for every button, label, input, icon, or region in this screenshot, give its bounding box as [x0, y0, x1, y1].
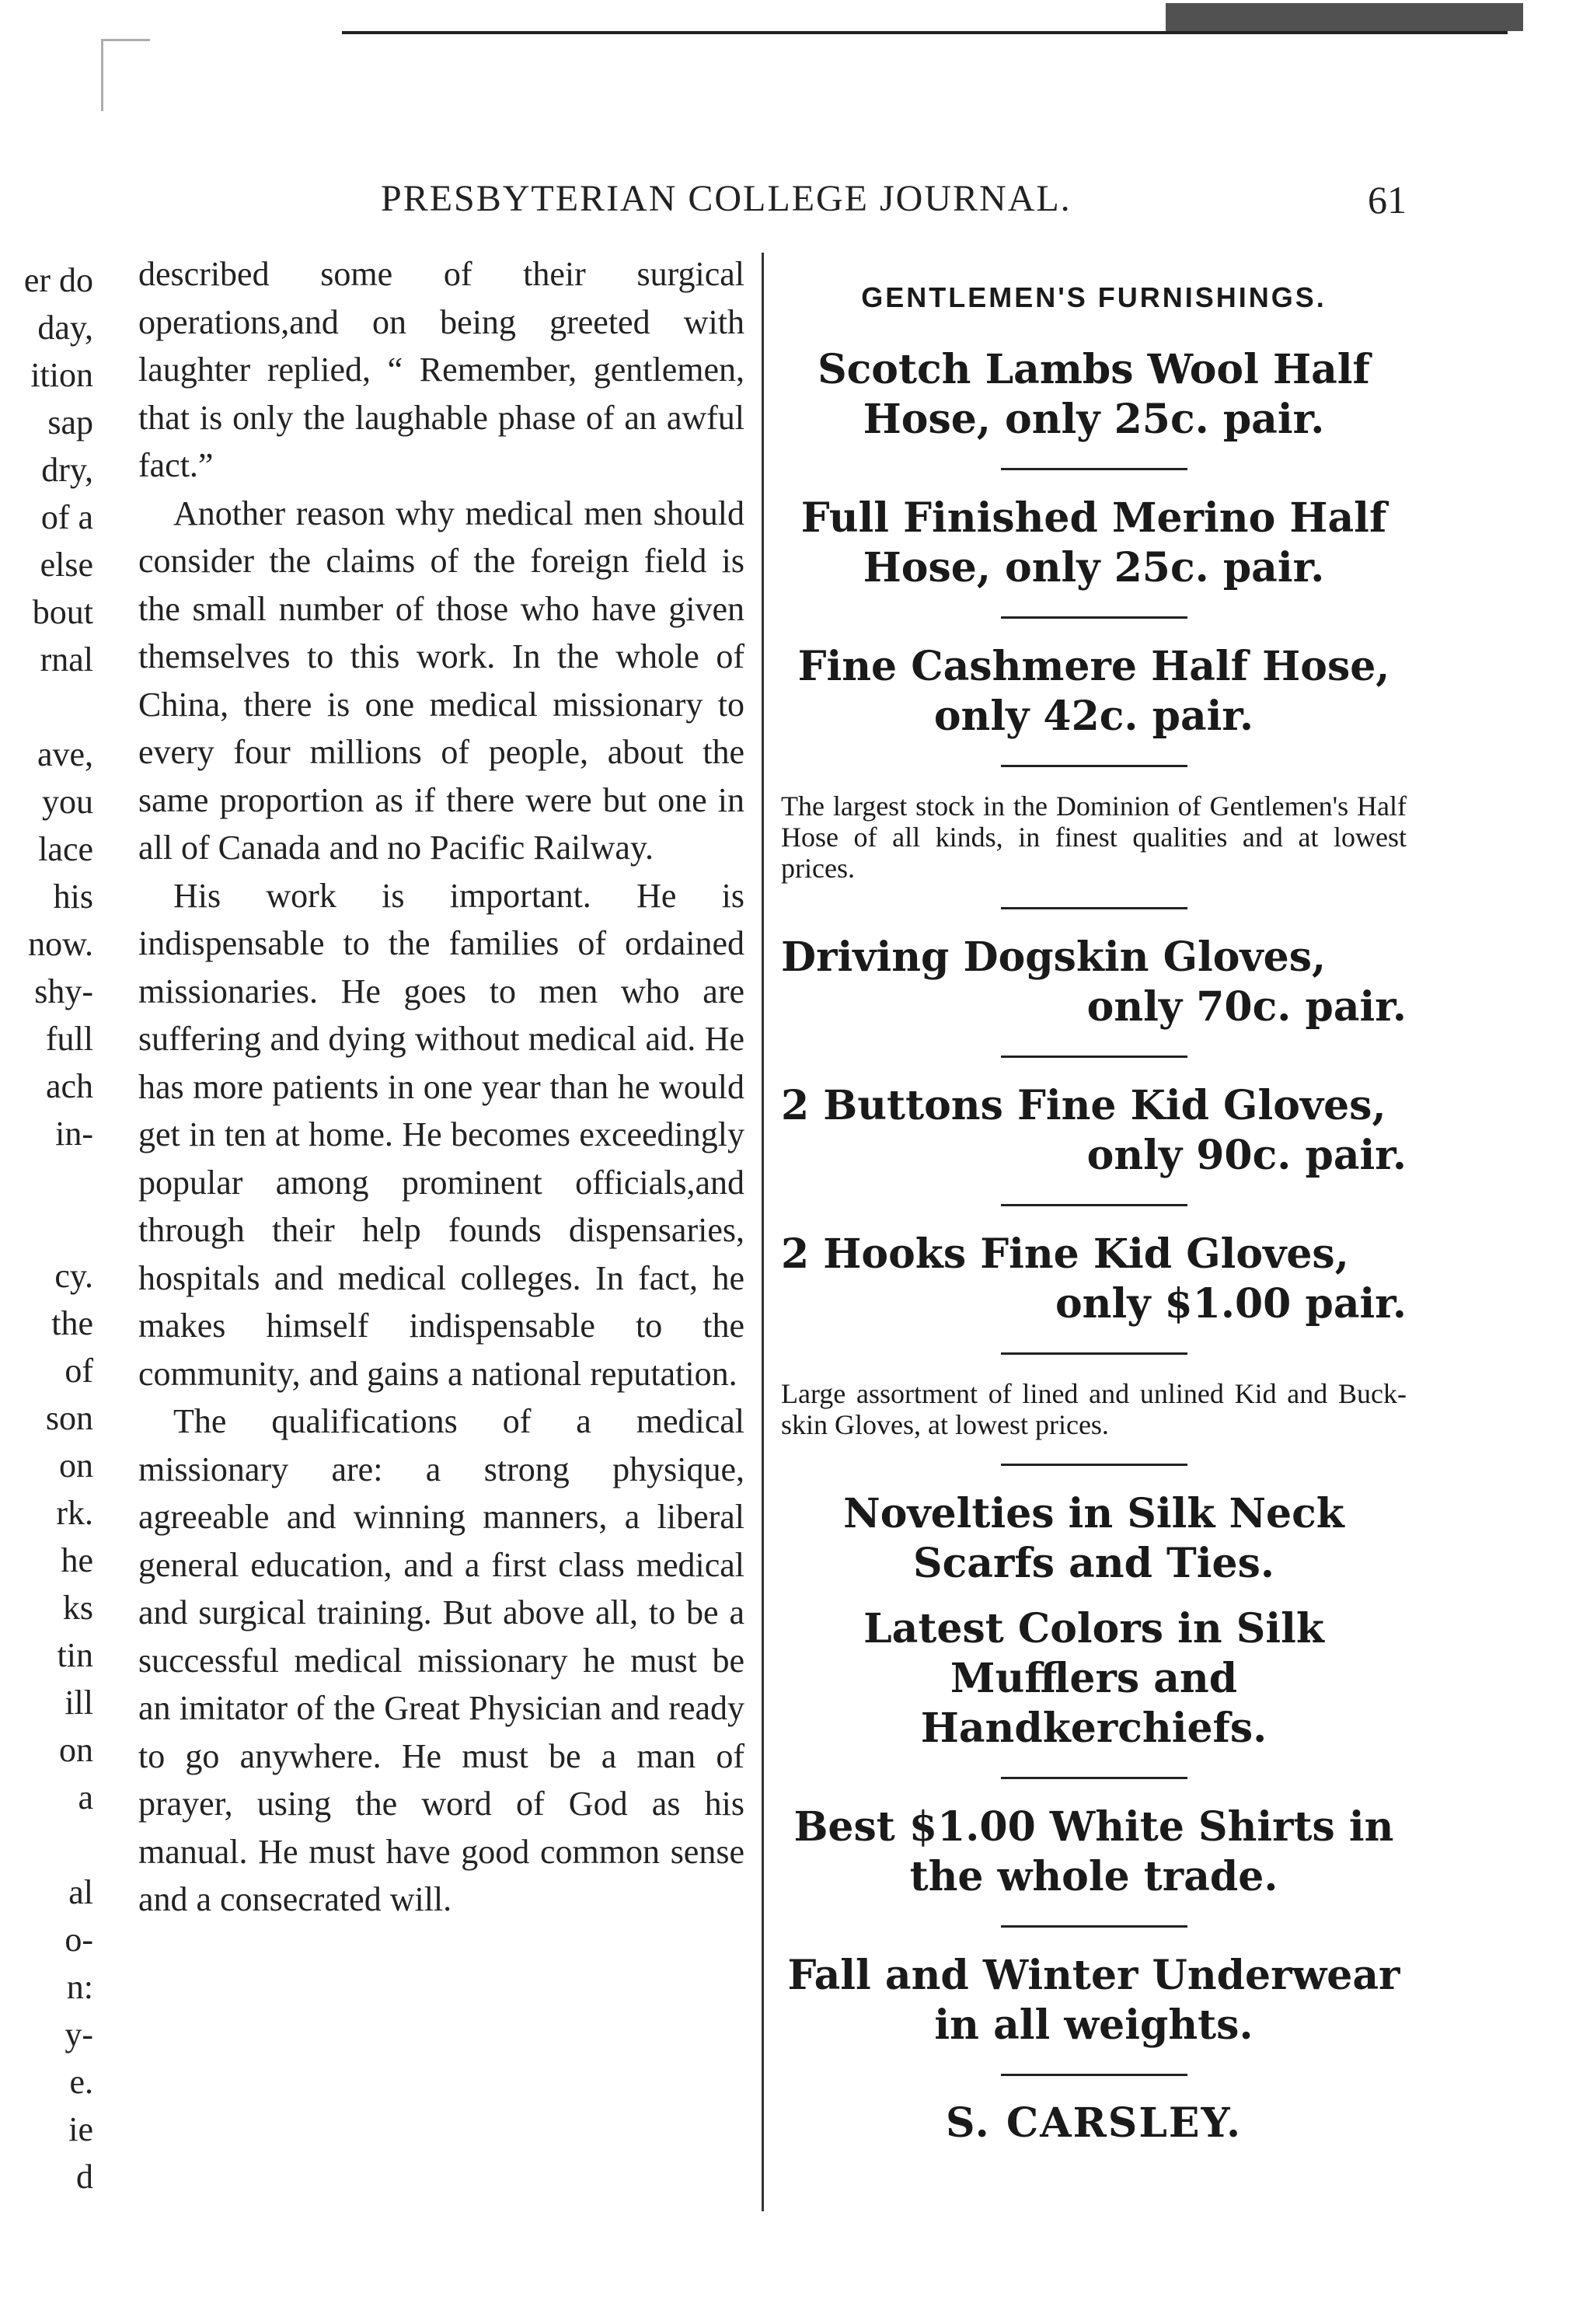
margin-fragment — [0, 1821, 109, 1869]
ad-divider — [1001, 616, 1187, 619]
ad-item-mufflers: Latest Colors in Silk Mufflers and Handkerchiefs. — [863, 1605, 1324, 1752]
margin-fragment: you — [42, 783, 93, 821]
ad-divider — [1001, 2074, 1187, 2076]
ad-divider — [1001, 1204, 1187, 1206]
ad-divider — [1001, 907, 1187, 909]
ad-item-hook-gloves-line1: 2 Hooks Fine Kid Gloves, — [781, 1230, 1349, 1278]
margin-fragment: cy. — [54, 1257, 93, 1295]
article-paragraph: His work is important. He is indispensable to the families of ordained missionaries. He goes to men who are suffering and dying without medical aid. He has more patients in one year than he would get in ten at home. He becomes exceedingly popular among prominent officials,and through their help founds dispensaries, hospitals and medical colleges. In fact, he makes himself indispensable to the community, and gains a national reputation. — [138, 876, 744, 1393]
margin-fragment: the — [51, 1304, 93, 1342]
margin-fragment: else — [40, 546, 93, 584]
margin-fragment: his — [53, 878, 93, 916]
margin-fragment — [0, 683, 109, 731]
margin-fragment: on — [59, 1446, 93, 1485]
ad-divider — [1001, 1056, 1187, 1058]
top-border-shading — [1166, 3, 1523, 31]
margin-fragment: dry, — [41, 451, 93, 489]
ad-item-neck-scarfs: Novelties in Silk Neck Scarfs and Ties. — [843, 1490, 1344, 1587]
ad-item-white-shirts: Best $1.00 White Shirts in the whole trade. — [793, 1803, 1394, 1900]
margin-fragment: son — [45, 1399, 93, 1437]
margin-fragment: of — [65, 1352, 93, 1390]
ad-item-underwear: Fall and Winter Underwear in all weights. — [787, 1952, 1400, 2049]
margin-fragment: ill — [65, 1684, 93, 1722]
margin-fragment: full — [45, 1020, 93, 1058]
advertiser-signature: S. CARSLEY. — [945, 2099, 1243, 2147]
margin-fragment: a — [78, 1778, 93, 1816]
margin-fragment: shy- — [34, 972, 93, 1010]
ad-item-button-gloves-line1: 2 Buttons Fine Kid Gloves, — [781, 1082, 1386, 1129]
margin-fragment: ave, — [37, 735, 93, 773]
margin-fragment — [0, 1157, 109, 1205]
margin-fragment: bout — [32, 593, 93, 631]
margin-fragment: o- — [65, 1921, 93, 1959]
ad-divider — [1001, 1777, 1187, 1779]
left-margin-fragments — [0, 256, 109, 2200]
margin-fragment: he — [61, 1541, 93, 1579]
margin-fragment: day, — [37, 309, 93, 347]
margin-fragment: lace — [38, 830, 93, 868]
margin-fragment: on — [59, 1731, 93, 1769]
margin-fragment: rnal — [40, 640, 93, 679]
ad-divider — [1001, 1352, 1187, 1355]
page-number: 61 — [1368, 178, 1407, 222]
ad-item-dogskin-gloves-line1: Driving Dogskin Gloves, — [781, 933, 1327, 981]
margin-fragment: rk. — [56, 1494, 93, 1532]
article-column — [138, 250, 744, 1924]
article-paragraph: Another reason why medical men should consider the claims of the foreign field is the small number of those who have given themselves to this work. In the whole of China, there is one medical missionary to every four millions of people, about the same proportion as if there were but one in all of Canada and no Pacific Railway. — [138, 494, 744, 867]
column-divider — [762, 253, 764, 2211]
margin-fragment: ie — [68, 2110, 93, 2148]
margin-fragment: tin — [57, 1636, 93, 1674]
margin-fragment: of a — [40, 498, 93, 536]
margin-fragment: now. — [28, 925, 93, 963]
ad-divider — [1001, 1925, 1187, 1928]
article-paragraph: described some of their surgical operations,and on being greeted with laughter replied, “ Remember, gentlemen, that is only the laughable phase of an awful fact.” — [138, 255, 744, 484]
ad-note-gloves: Large assortment of lined and unlined Kid and Buck-skin Gloves, at lowest prices. — [781, 1378, 1407, 1440]
top-border-line — [342, 31, 1508, 34]
margin-fragment: al — [68, 1873, 93, 1911]
margin-fragment: sap — [47, 403, 93, 441]
ad-heading: GENTLEMEN'S FURNISHINGS. — [861, 281, 1327, 313]
ad-divider — [1001, 1464, 1187, 1466]
margin-fragment: d — [76, 2158, 93, 2196]
margin-fragment: ach — [45, 1067, 93, 1105]
margin-fragment: e. — [69, 2063, 93, 2101]
margin-fragment: ks — [62, 1589, 93, 1627]
ad-item-button-gloves-line2: only 90c. pair. — [1086, 1132, 1407, 1179]
ad-divider — [1001, 765, 1187, 767]
ad-item-cashmere-hose: Fine Cashmere Half Hose, only 42c. pair. — [797, 643, 1390, 740]
advertisement-column — [773, 281, 1414, 2147]
margin-fragment: n: — [66, 1968, 93, 2006]
margin-fragment: er do — [23, 261, 93, 299]
journal-title: PRESBYTERIAN COLLEGE JOURNAL. — [381, 178, 1072, 219]
margin-fragment: y- — [65, 2015, 93, 2054]
binding-corner-mark — [101, 39, 150, 111]
ad-item-hook-gloves-line2: only $1.00 pair. — [1055, 1280, 1407, 1328]
ad-item-dogskin-gloves-line2: only 70c. pair. — [1086, 983, 1407, 1031]
ad-note-hose: The largest stock in the Dominion of Gentlemen's Half Hose of all kinds, in finest qualities and at lowest prices. — [781, 790, 1407, 884]
margin-fragment: ition — [30, 356, 93, 394]
margin-fragment: in- — [55, 1115, 93, 1153]
ad-divider — [1001, 468, 1187, 470]
ad-item-merino-hose: Full Finished Merino Half Hose, only 25c. pair. — [800, 494, 1387, 591]
article-paragraph: The qualifications of a medical missionary are: a strong physique, agreeable and winning manners, a liberal general education, and a first class medical and surgical training. But above all, to be a successful medical missionary he must be an imitator of the Great Physician and ready to go anywhere. He must be a man of prayer, using the word of God as his manual. He must have good common sense and a consecrated will. — [138, 1402, 744, 1918]
margin-fragment — [0, 1205, 109, 1252]
ad-item-lambswool-hose: Scotch Lambs Wool Half Hose, only 25c. pair. — [818, 346, 1370, 443]
